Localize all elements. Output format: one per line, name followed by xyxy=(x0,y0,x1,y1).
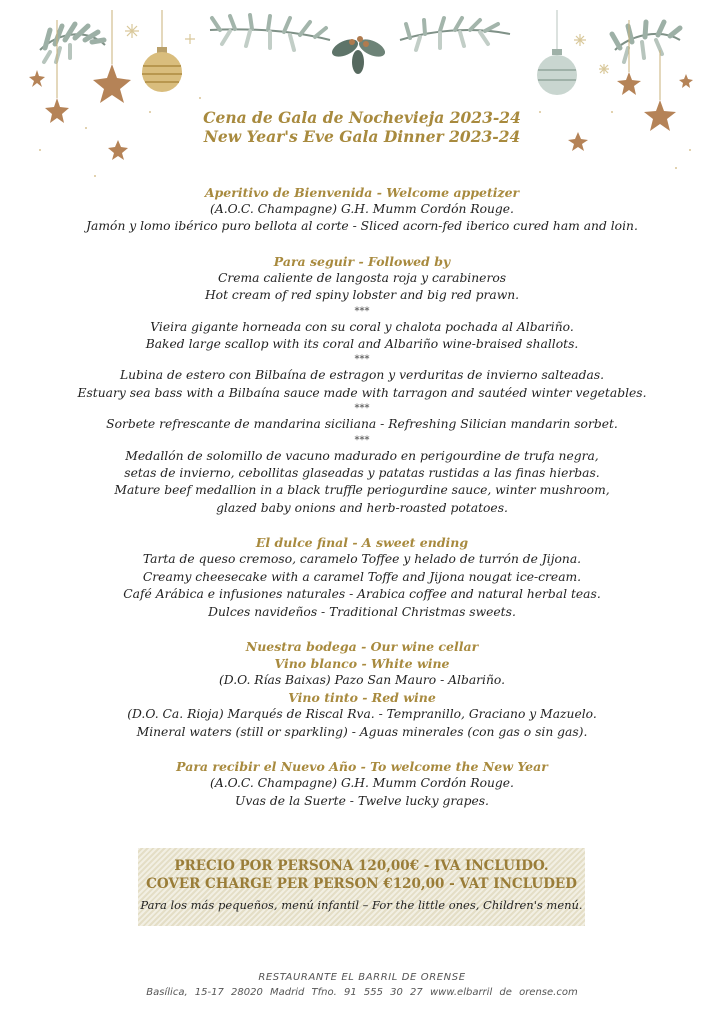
menu-line: (A.O.C. Champagne) G.H. Mumm Cordón Rouge. xyxy=(210,202,514,216)
menu-line: (A.O.C. Champagne) G.H. Mumm Cordón Rouge. xyxy=(210,776,514,791)
menu-body xyxy=(0,184,724,810)
menu-line: Creamy cheesecake with a caramel Toffe and Jijona nougat ice-cream. xyxy=(142,569,582,584)
palm-leaf-icon xyxy=(400,18,510,50)
subsection-title-white-wine: Vino blanco - White wine xyxy=(274,655,450,671)
menu-line: (D.O. Rías Baixas) Pazo San Mauro - Albariño. xyxy=(219,672,505,687)
palm-leaf-icon xyxy=(40,24,105,62)
menu-line: (D.O. Ca. Rioja) Marqués de Riscal Rva. - Tempranillo, Graciano y Mazuelo. xyxy=(127,707,597,722)
menu-line: Hot cream of red spiny lobster and big red prawn. xyxy=(204,288,520,303)
star-icon xyxy=(29,70,45,87)
silver-bauble-icon xyxy=(537,10,577,95)
section-title-wine-cellar: Nuestra bodega - Our wine cellar xyxy=(245,638,479,654)
menu-line: Estuary sea bass with a Bilbaína sauce made with tarragon and sautéed winter vegetables. xyxy=(77,385,647,400)
star-icon xyxy=(679,74,693,88)
restaurant-address: Basílica, 15-17 28020 Madrid Tfno. 91 555 30 27 www.elbarril de orense.com xyxy=(146,987,578,998)
menu-header xyxy=(0,108,724,146)
price-box xyxy=(138,848,585,926)
section-title-followed-by: Para seguir - Followed by xyxy=(273,253,451,269)
palm-leaf-icon xyxy=(210,15,330,50)
menu-line: glazed baby onions and herb-roasted potatoes. xyxy=(216,500,508,515)
course-separator: *** xyxy=(354,403,370,415)
menu-line: Lubina de estero con Bilbaína de estragon y verduritas de invierno salteadas. xyxy=(119,368,605,383)
palm-leaf-icon xyxy=(612,22,680,62)
menu-line: Sorbete refrescante de mandarina siciliana - Refreshing Silician mandarin sorbet. xyxy=(106,417,618,432)
title-spanish: Cena de Gala de Nochevieja 2023-24 xyxy=(203,108,521,127)
menu-line: Mineral waters (still or sparkling) - Aguas minerales (con gas o sin gas). xyxy=(136,724,588,739)
restaurant-name: RESTAURANTE EL BARRIL DE ORENSE xyxy=(258,972,466,983)
price-line-english: COVER CHARGE PER PERSON €120,00 - VAT INCLUDED xyxy=(146,876,577,892)
subsection-title-red-wine: Vino tinto - Red wine xyxy=(288,690,436,706)
star-icon xyxy=(617,20,641,95)
menu-line: Café Arábica e infusiones naturales - Arabica coffee and natural herbal teas. xyxy=(123,587,601,602)
menu-line: Vieira gigante horneada con su coral y chalota pochada al Albariño. xyxy=(150,319,574,334)
menu-line: Uvas de la Suerte - Twelve lucky grapes. xyxy=(235,793,489,808)
title-english: New Year's Eve Gala Dinner 2023-24 xyxy=(203,127,521,146)
menu-line: Dulces navideños - Traditional Christmas sweets. xyxy=(208,604,516,619)
section-title-new-year: Para recibir el Nuevo Año - To welcome the New Year xyxy=(176,759,548,775)
menu-line: Tarta de queso cremoso, caramelo Toffee y helado de turrón de Jijona. xyxy=(142,552,582,567)
christmas-decoration-banner xyxy=(0,0,724,190)
menu-line: Crema caliente de langosta roja y carabineros xyxy=(217,270,507,285)
course-separator: *** xyxy=(354,305,370,317)
price-line-spanish: PRECIO POR PERSONA 120,00€ - IVA INCLUIDO. xyxy=(174,858,549,874)
menu-line: Baked large scallop with its coral and Albariño wine-braised shallots. xyxy=(145,337,579,352)
gold-bauble-icon xyxy=(142,10,182,92)
course-separator: *** xyxy=(354,434,370,446)
kids-menu-note: Para los más pequeños, menú infantil – For the little ones, Children's menú. xyxy=(140,898,583,912)
menu-line: Jamón y lomo ibérico puro bellota al corte - Sliced acorn-fed iberico cured ham and loin. xyxy=(86,219,638,234)
star-icon xyxy=(93,10,131,103)
menu-line: Mature beef medallion in a black truffle periogurdine sauce, winter mushroom, xyxy=(114,483,610,498)
holly-icon xyxy=(329,36,387,74)
section-title-dessert: El dulce final - A sweet ending xyxy=(255,535,469,551)
restaurant-footer xyxy=(0,970,724,1000)
section-title-welcome: Aperitivo de Bienvenida - Welcome appetizer xyxy=(204,185,520,200)
course-separator: *** xyxy=(354,354,370,366)
menu-line: setas de invierno, cebollitas glaseadas y patatas rustidas a las finas hierbas. xyxy=(124,466,600,481)
menu-line: Medallón de solomillo de vacuno madurado en perigourdine de trufa negra, xyxy=(125,448,599,463)
